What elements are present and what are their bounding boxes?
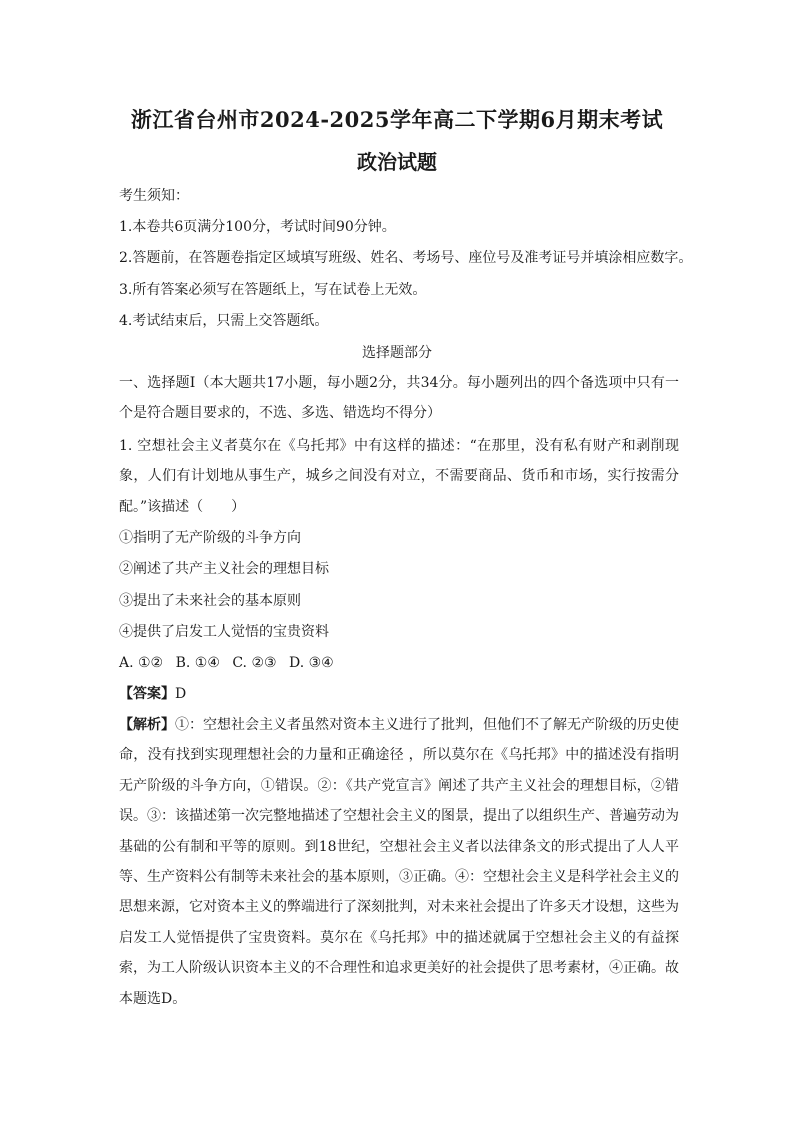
- answer-line: [119, 684, 186, 704]
- analysis-paragraph: [119, 710, 679, 1014]
- notice-item-2: 2.答题前，在答题卷指定区域填写班级、姓名、考场号、座位号及准考证号并填涂相应数字。: [119, 250, 693, 266]
- option-b: B. ①④: [175, 655, 220, 671]
- exam-subtitle: 政治试题: [357, 150, 437, 174]
- notice-item-1: 1.本卷共6页满分100分，考试时间90分钟。: [119, 219, 396, 235]
- section-title: 选择题部分: [362, 345, 432, 361]
- notice-item-4: 4.考试结束后，只需上交答题纸。: [119, 313, 329, 329]
- section-instruction: 一、选择题Ⅰ（本大题共17小题，每小题2分，共34分。每小题列出的四个备选项中只有一个是符合题目要求的，不选、多选、错选均不得分）: [119, 375, 679, 422]
- statement-3: ③提出了未来社会的基本原则: [119, 593, 301, 609]
- exam-title: 浙江省台州市2024-2025学年高二下学期6月期末考试: [130, 107, 664, 132]
- statement-4: ④提供了启发工人觉悟的宝贵资料: [119, 624, 329, 640]
- analysis-label: 【解析】: [119, 717, 175, 733]
- option-c: C. ②③: [232, 655, 277, 671]
- answer-value: D: [175, 686, 187, 702]
- answer-label: 【答案】: [119, 686, 175, 702]
- statement-2: ②阐述了共产主义社会的理想目标: [119, 561, 329, 577]
- analysis-text: ①：空想社会主义者虽然对资本主义进行了批判，但他们不了解无产阶级的历史使命，没有找到实现理想社会的力量和正确途径 ，所以莫尔在《乌托邦》中的描述没有指明无产阶级的斗争方向，①错误。②：《共产党宣言》阐述了共产主义社会的理想目标，②错误。③：该描述第一次完整地描述了空想社会主义的图景，提出了以组织生产、普遍劳动为基础的公有制和平等的原则。到18世纪，空想社会主义者以法律条文的形式提出了人人平等、生产资料公有制等未来社会的基本原则，③正确。④：空想社会主义是科学社会主义的思想来源，它对资本主义的弊端进行了深刻批判，对未来社会提出了许多天才设想，这些为启发工人觉悟提供了宝贵资料。莫尔在《乌托邦》中的描述就属于空想社会主义的有益探索，为工人阶级认识资本主义的不合理性和追求更美好的社会提供了思考素材，④正确。故本题选D。: [119, 717, 679, 1007]
- notice-heading: 考生须知：: [119, 188, 189, 204]
- answer-options: [119, 653, 342, 673]
- option-a: A. ①②: [119, 655, 164, 671]
- question-1-stem: 1. 空想社会主义者莫尔在《乌托邦》中有这样的描述：“在那里，没有私有财产和剥削现象，人们有计划地从事生产，城乡之间没有对立，不需要商品、货币和市场，实行按需分配。”该描述（ ）: [119, 438, 679, 515]
- option-d: D. ③④: [289, 655, 334, 671]
- statement-1: ①指明了无产阶级的斗争方向: [119, 530, 301, 546]
- notice-item-3: 3.所有答案必须写在答题纸上，写在试卷上无效。: [119, 282, 427, 298]
